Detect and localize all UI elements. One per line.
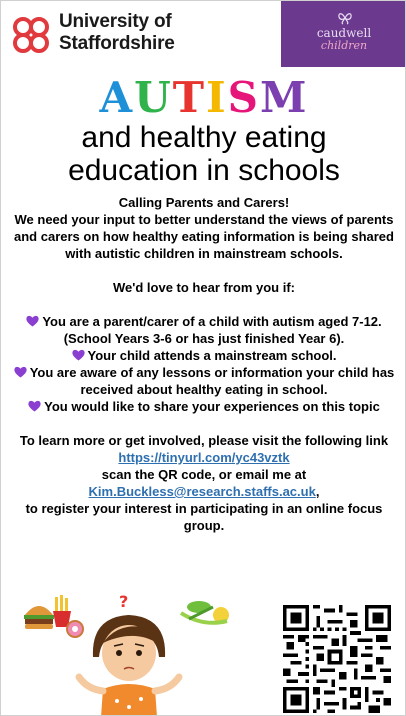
bullet-item	[11, 313, 397, 347]
healthy-food-icon	[181, 601, 231, 628]
bullet-text: You are a parent/carer of a child with autism aged 7-12. (School Years 3-6 or has just finished Year 6).	[42, 314, 382, 346]
burger-icon	[24, 606, 54, 629]
title-autism	[1, 73, 406, 123]
charity-subtitle: children	[320, 39, 368, 52]
university-knot-logo-icon	[9, 13, 53, 57]
calling-heading: Calling Parents and Carers!	[118, 195, 290, 210]
email-link[interactable]: Kim.Buckless@research.staffs.ac.uk	[88, 484, 316, 499]
learn-more-text: To learn more or get involved, please visit the following link	[19, 433, 389, 448]
purple-heart-icon	[14, 366, 27, 378]
university-name	[59, 11, 175, 55]
bullet-item	[11, 364, 397, 398]
question-mark-icon: ?	[119, 593, 129, 611]
bullet-text: Your child attends a mainstream school.	[87, 348, 337, 363]
butterfly-icon	[337, 11, 353, 25]
header	[1, 1, 406, 73]
bullet-item	[11, 347, 397, 364]
fries-icon	[53, 595, 71, 627]
email-suffix: ,	[315, 484, 320, 499]
need-paragraph: We need your input to better understand the views of parents and carers on how healthy eating information is being shared with autistic children in mainstream schools.	[14, 212, 394, 261]
purple-heart-icon	[72, 349, 85, 361]
university-name-line2: Staffordshire	[59, 33, 175, 54]
bullet-text: You are aware of any lessons or information your child has received about healthy eating in school.	[29, 365, 395, 397]
charity-logo	[281, 1, 406, 67]
charity-name: caudwell	[316, 26, 372, 40]
title-letter: A	[99, 73, 135, 122]
bullet-item	[11, 398, 397, 415]
register-text: to register your interest in participating in an online focus group.	[25, 501, 383, 533]
title-letter: I	[206, 73, 228, 122]
bullet-text: You would like to share your experiences on this topic	[44, 399, 380, 414]
title-letter: U	[134, 73, 173, 122]
survey-link[interactable]: https://tinyurl.com/yc43vztk	[118, 450, 290, 465]
body-text	[11, 194, 397, 534]
title-letter: M	[260, 73, 309, 122]
qr-code-icon[interactable]	[283, 605, 391, 713]
title-subtitle	[1, 121, 406, 187]
purple-heart-icon	[28, 400, 41, 412]
donut-icon	[66, 620, 84, 638]
scan-text: scan the QR code, or email me at	[101, 467, 307, 482]
love-heading: We'd love to hear from you if:	[113, 280, 295, 295]
subtitle-line1: and healthy eating	[81, 121, 327, 154]
subtitle-line2: education in schools	[68, 154, 340, 187]
title-letter: T	[172, 73, 206, 122]
purple-heart-icon	[26, 315, 39, 327]
university-name-line1: University of	[59, 11, 172, 32]
confused-child-illustration	[21, 593, 261, 716]
title-letter: S	[227, 73, 260, 122]
